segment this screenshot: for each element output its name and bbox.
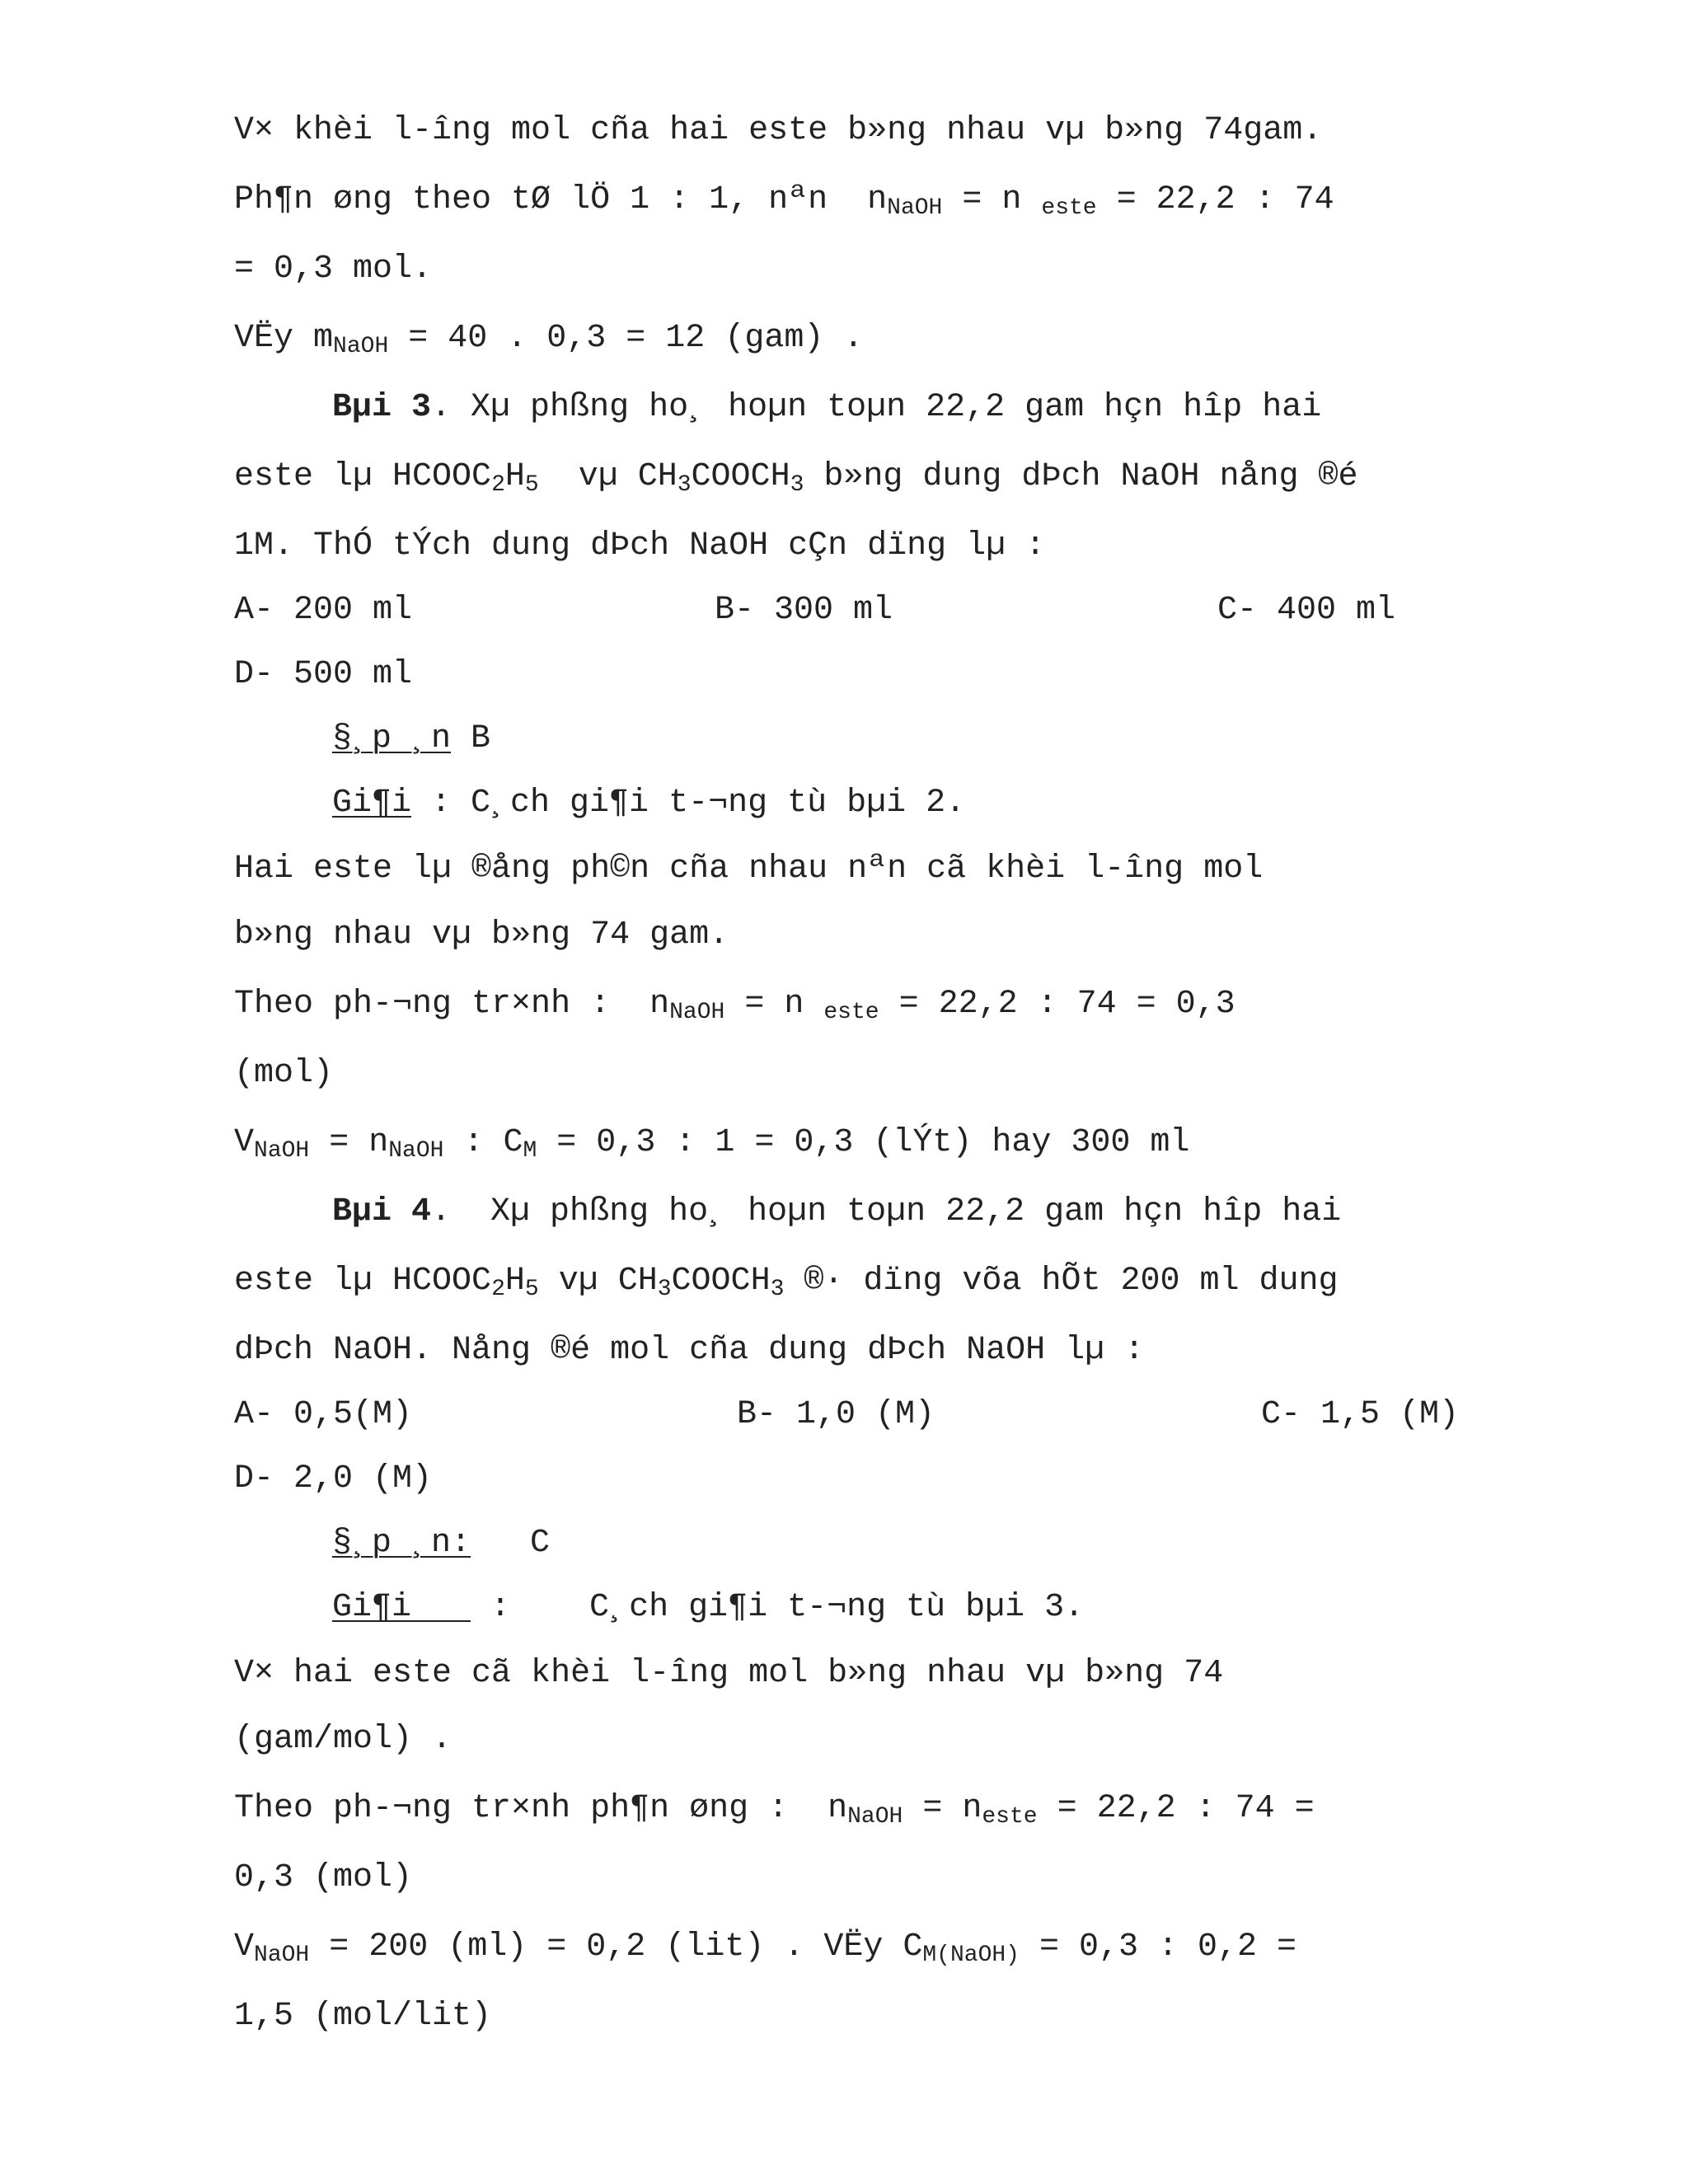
text-fragment: : C¸ch gi¶i t-¬ng tù bµi 3. bbox=[471, 1589, 1085, 1626]
text-fragment: = 200 (ml) = 0,2 (lit) . VËy C bbox=[309, 1929, 923, 1966]
exercise-title: Bµi 3 bbox=[332, 389, 432, 426]
text-line bbox=[234, 318, 863, 359]
text-fragment: ®· dïng võa hÕt 200 ml dung bbox=[784, 1263, 1339, 1300]
option-a: A- 200 ml bbox=[234, 592, 413, 629]
text-fragment: = 40 . 0,3 = 12 (gam) . bbox=[388, 320, 864, 357]
answer-value: C bbox=[471, 1525, 551, 1562]
text-fragment: Ph¶n øng theo tØ lÖ 1 : 1, nªn n bbox=[234, 181, 888, 218]
text-fragment: = n bbox=[309, 1124, 389, 1161]
text-fragment: COOCH bbox=[691, 458, 790, 495]
subscript: 2 bbox=[491, 472, 505, 498]
text-line bbox=[234, 984, 1236, 1025]
text-line bbox=[234, 457, 1358, 498]
text-fragment: VËy m bbox=[234, 320, 334, 357]
subscript: este bbox=[823, 1000, 879, 1025]
answer-line bbox=[332, 1523, 550, 1564]
text-line: Hai este lµ ®ång ph©n cña nhau nªn cã khèi l-îng mol bbox=[234, 851, 1264, 888]
text-fragment: este lµ HCOOC bbox=[234, 1263, 492, 1300]
option-c: C- 400 ml bbox=[1217, 592, 1396, 629]
solution-line bbox=[332, 783, 965, 824]
text-fragment: = n bbox=[724, 986, 824, 1023]
subscript: 2 bbox=[491, 1277, 505, 1302]
text-fragment: este lµ HCOOC bbox=[234, 458, 492, 495]
text-line: dÞch NaOH. Nång ®é mol cña dung dÞch NaOH lµ : bbox=[234, 1332, 1145, 1369]
text-fragment: = 0,3 : 1 = 0,3 (lÝt) hay 300 ml bbox=[537, 1124, 1190, 1161]
exercise-title: Bµi 4 bbox=[332, 1193, 432, 1230]
answer-label: §¸p ¸n bbox=[332, 720, 452, 757]
subscript: NaOH bbox=[887, 195, 943, 221]
option-a: A- 0,5(M) bbox=[234, 1396, 413, 1433]
solution-label: Gi¶i bbox=[332, 1589, 471, 1626]
text-line bbox=[234, 1927, 1296, 1968]
text-line bbox=[234, 1122, 1189, 1164]
subscript: NaOH bbox=[669, 1000, 725, 1025]
text-line: V× hai este cã khèi l-îng mol b»ng nhau vµ b»ng 74 bbox=[234, 1655, 1224, 1692]
solution-label: Gi¶i bbox=[332, 785, 412, 822]
subscript: NaOH bbox=[847, 1804, 903, 1830]
answer-label: §¸p ¸n: bbox=[332, 1525, 471, 1562]
answer-line bbox=[332, 719, 490, 760]
text-fragment: = 22,2 : 74 = 0,3 bbox=[879, 986, 1236, 1023]
text-line: (gam/mol) . bbox=[234, 1721, 452, 1758]
text-fragment: Theo ph-¬ng tr×nh ph¶n øng : n bbox=[234, 1790, 848, 1827]
text-line bbox=[234, 1261, 1339, 1302]
answer-value: B bbox=[451, 720, 491, 757]
subscript: este bbox=[982, 1804, 1038, 1830]
subscript: 3 bbox=[677, 472, 692, 498]
text-fragment: V bbox=[234, 1124, 255, 1161]
text-fragment: vµ CH bbox=[538, 1263, 658, 1300]
subscript: 3 bbox=[657, 1277, 672, 1302]
text-fragment: H bbox=[504, 458, 525, 495]
subscript: NaOH bbox=[388, 1138, 444, 1164]
subscript: 3 bbox=[770, 1277, 785, 1302]
subscript: 3 bbox=[790, 472, 804, 498]
text-fragment: = n bbox=[903, 1790, 982, 1827]
subscript: 5 bbox=[524, 1277, 539, 1302]
solution-line bbox=[332, 1587, 1084, 1629]
text-fragment: . Xµ phßng ho¸ hoµn toµn 22,2 gam hçn hîp hai bbox=[431, 389, 1322, 426]
subscript: NaOH bbox=[254, 1943, 310, 1968]
text-line: (mol) bbox=[234, 1055, 334, 1092]
text-fragment: H bbox=[504, 1263, 525, 1300]
text-line bbox=[234, 180, 1334, 221]
subscript: M(NaOH) bbox=[922, 1943, 1020, 1968]
text-line: = 0,3 mol. bbox=[234, 251, 433, 288]
exercise-3-heading bbox=[332, 387, 1321, 429]
option-b: B- 300 ml bbox=[715, 592, 893, 629]
subscript: NaOH bbox=[254, 1138, 310, 1164]
option-c: C- 1,5 (M) bbox=[1261, 1396, 1460, 1433]
text-fragment: Theo ph-¬ng tr×nh : n bbox=[234, 986, 670, 1023]
subscript: NaOH bbox=[333, 334, 389, 359]
text-fragment: COOCH bbox=[671, 1263, 771, 1300]
text-line: b»ng nhau vµ b»ng 74 gam. bbox=[234, 916, 729, 954]
text-fragment: = 0,3 : 0,2 = bbox=[1019, 1929, 1297, 1966]
text-fragment: : C bbox=[443, 1124, 523, 1161]
text-line: 1,5 (mol/lit) bbox=[234, 1998, 492, 2035]
subscript: este bbox=[1041, 195, 1097, 221]
subscript: 5 bbox=[524, 472, 539, 498]
text-line: 1M. ThÓ tÝch dung dÞch NaOH cÇn dïng lµ : bbox=[234, 527, 1046, 565]
text-line: 0,3 (mol) bbox=[234, 1859, 413, 1896]
text-fragment: = 22,2 : 74 = bbox=[1037, 1790, 1315, 1827]
text-fragment: b»ng dung dÞch NaOH nång ®é bbox=[804, 458, 1358, 495]
text-fragment: : C¸ch gi¶i t-¬ng tù bµi 2. bbox=[411, 785, 966, 822]
option-b: B- 1,0 (M) bbox=[737, 1396, 935, 1433]
text-fragment: . Xµ phßng ho¸ hoµn toµn 22,2 gam hçn hîp hai bbox=[431, 1193, 1342, 1230]
text-fragment: V bbox=[234, 1929, 255, 1966]
text-fragment: = 22,2 : 74 bbox=[1096, 181, 1334, 218]
text-line bbox=[234, 1788, 1315, 1830]
subscript: M bbox=[523, 1138, 537, 1164]
option-d: D- 500 ml bbox=[234, 656, 413, 693]
text-fragment: = n bbox=[942, 181, 1042, 218]
text-fragment: vµ CH bbox=[538, 458, 678, 495]
option-d: D- 2,0 (M) bbox=[234, 1460, 433, 1497]
exercise-4-heading bbox=[332, 1192, 1341, 1233]
text-line: V× khèi l-îng mol cña hai este b»ng nhau vµ b»ng 74gam. bbox=[234, 112, 1323, 149]
